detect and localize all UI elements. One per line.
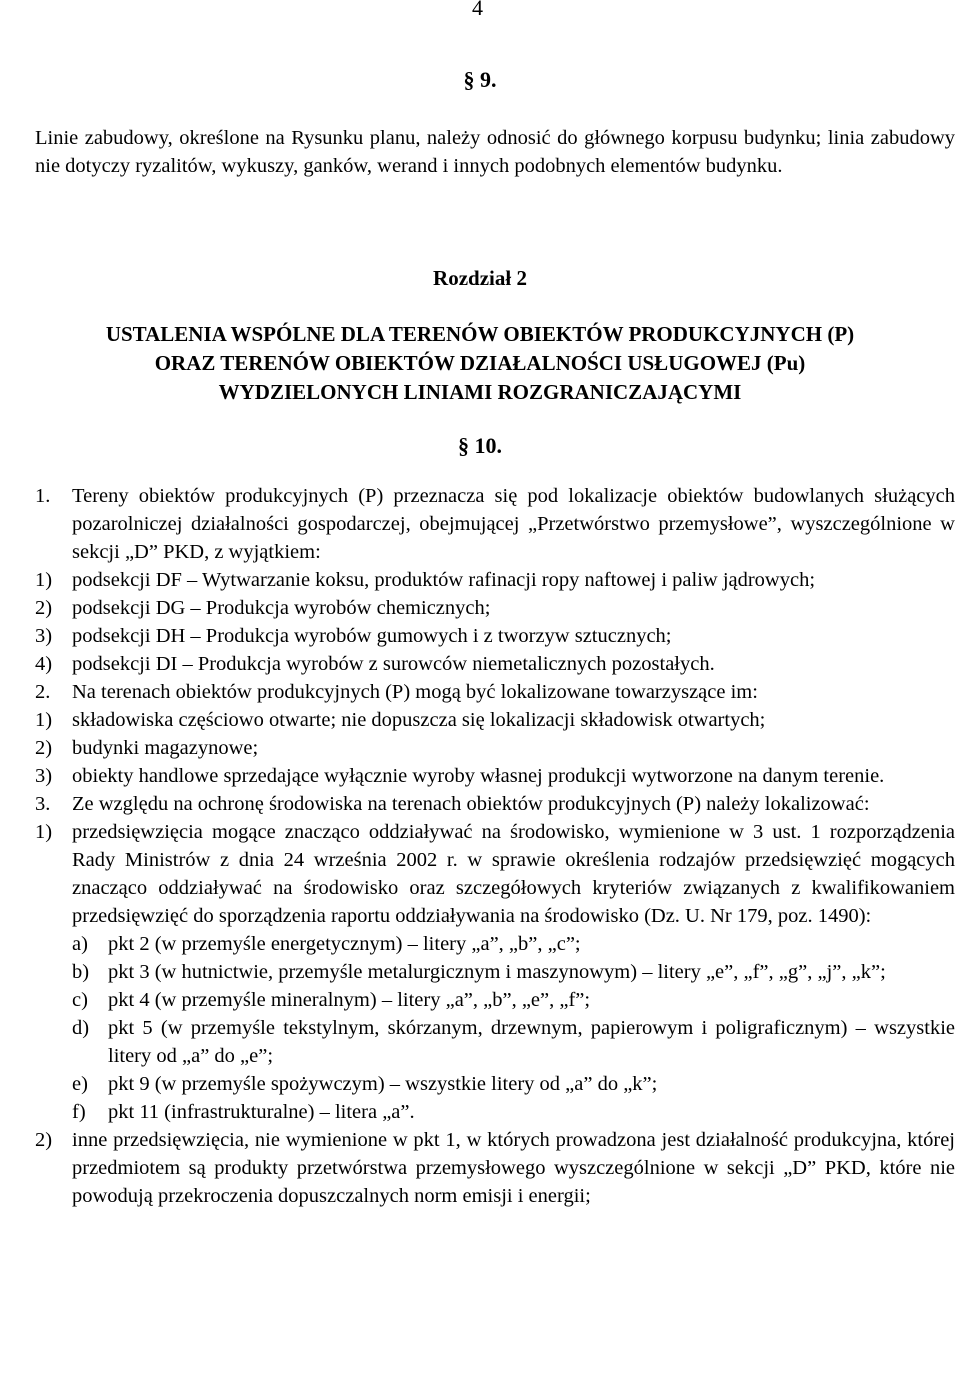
paragraph-number: 3. [35,793,51,815]
sub-list-item [35,986,955,1014]
list-item [35,566,955,594]
sub-list-marker: d) [72,1017,90,1039]
list-item [35,734,955,762]
sub-list-item [35,930,955,958]
sub-list-item-text: pkt 3 (w hutnictwie, przemyśle metalurgicznym i maszynowym) – litery „e”, „f”, „g”, „j”, „k”; [108,961,886,983]
paragraph-number: 1. [35,485,51,507]
list-item-text: budynki magazynowe; [72,737,259,759]
sub-list-item [35,1014,955,1070]
paragraph-text: Tereny obiektów produkcyjnych (P) przeznacza się pod lokalizacje obiektów budowlanych służących pozarolniczej działalności gospodarczej, obejmującej „Przetwórstwo przemysłowe”, wyszczególnione w sekcji „D” PKD, z wyjątkiem: [72,485,955,563]
list-item-text: przedsięwzięcia mogące znacząco oddziaływać na środowisko, wymienione w 3 ust. 1 rozporządzenia Rady Ministrów z dnia 24 września 2002 r. w sprawie określenia rodzajów przedsięwzięć mogących znacząco oddziaływać na środowisko oraz szczegółowych kryteriów związanych z kwalifikowaniem przedsięwzięć do sporządzenia raportu oddziaływania na środowisko (Dz. U. Nr 179, poz. 1490): [72,821,955,927]
section-10-body [35,482,955,1210]
list-item [35,818,955,930]
paragraph-number: 2. [35,681,51,703]
paragraph-text: Ze względu na ochronę środowiska na terenach obiektów produkcyjnych (P) należy lokalizować: [72,793,870,815]
sub-list-item [35,1070,955,1098]
sub-list-item [35,1098,955,1126]
list-item-text: inne przedsięwzięcia, nie wymienione w pkt 1, w których prowadzona jest działalność produkcyjna, której przedmiotem są produkty przetwórstwa przemysłowego wyszczególnione w sekcji „D” PKD, które nie powodują przekroczenia dopuszczalnych norm emisji i energii; [72,1129,955,1207]
list-marker: 1) [35,709,53,731]
sub-list-item-text: pkt 11 (infrastrukturalne) – litera „a”. [108,1101,415,1123]
section-9-text: Linie zabudowy, określone na Rysunku planu, należy odnosić do głównego korpusu budynku; linia zabudowy nie dotyczy ryzalitów, wykuszy, ganków, werand i innych podobnych elementów budynku. [35,127,955,177]
sub-list-item-text: pkt 2 (w przemyśle energetycznym) – litery „a”, „b”, „c”; [108,933,581,955]
list-item-text: składowiska częściowo otwarte; nie dopuszcza się lokalizacji składowisk otwartych; [72,709,766,731]
sub-list-marker: f) [72,1101,86,1123]
paragraph-2 [35,678,955,706]
list-marker: 1) [35,569,53,591]
list-item [35,650,955,678]
sub-list-item-text: pkt 9 (w przemyśle spożywczym) – wszystkie litery od „a” do „k”; [108,1073,658,1095]
list-marker: 2) [35,597,53,619]
list-marker: 2) [35,1129,53,1151]
page-number: 4 [472,0,483,20]
list-marker: 3) [35,765,53,787]
list-item-text: podsekcji DF – Wytwarzanie koksu, produktów rafinacji ropy naftowej i paliw jądrowych; [72,569,816,591]
list-marker: 4) [35,653,53,675]
list-marker: 3) [35,625,53,647]
list-marker: 1) [35,821,53,843]
chapter-title-line: ORAZ TERENÓW OBIEKTÓW DZIAŁALNOŚCI USŁUGOWEJ (Pu) [154,351,806,375]
list-item [35,1126,955,1210]
paragraph-1 [35,482,955,566]
list-item-text: podsekcji DG – Produkcja wyrobów chemicznych; [72,597,491,619]
section-9-heading: § 9. [463,67,497,92]
sub-list-marker: e) [72,1073,88,1095]
list-item [35,622,955,650]
sub-list-marker: c) [72,989,88,1011]
sub-list-item [35,958,955,986]
chapter-title-line: WYDZIELONYCH LINIAMI ROZGRANICZAJĄCYMI [218,380,742,404]
sub-list-marker: a) [72,933,88,955]
sub-list-item-text: pkt 5 (w przemyśle tekstylnym, skórzanym, drzewnym, papierowym i poligraficznym) – wszystkie litery od „a” do „e”; [108,1017,955,1067]
section-10-heading: § 10. [458,433,502,458]
list-marker: 2) [35,737,53,759]
paragraph-3 [35,790,955,818]
list-item [35,762,955,790]
list-item [35,706,955,734]
chapter-title-line: USTALENIA WSPÓLNE DLA TERENÓW OBIEKTÓW PRODUKCYJNYCH (P) [105,322,855,346]
list-item-text: podsekcji DH – Produkcja wyrobów gumowych i z tworzyw sztucznych; [72,625,672,647]
chapter-label: Rozdział 2 [433,266,527,290]
sub-list-item-text: pkt 4 (w przemyśle mineralnym) – litery „a”, „b”, „e”, „f”; [108,989,591,1011]
list-item-text: obiekty handlowe sprzedające wyłącznie wyroby własnej produkcji wytworzone na danym terenie. [72,765,885,787]
chapter-title [0,320,960,407]
paragraph-text: Na terenach obiektów produkcyjnych (P) mogą być lokalizowane towarzyszące im: [72,681,758,703]
list-item-text: podsekcji DI – Produkcja wyrobów z surowców niemetalicznych pozostałych. [72,653,715,675]
sub-list-marker: b) [72,961,90,983]
list-item [35,594,955,622]
